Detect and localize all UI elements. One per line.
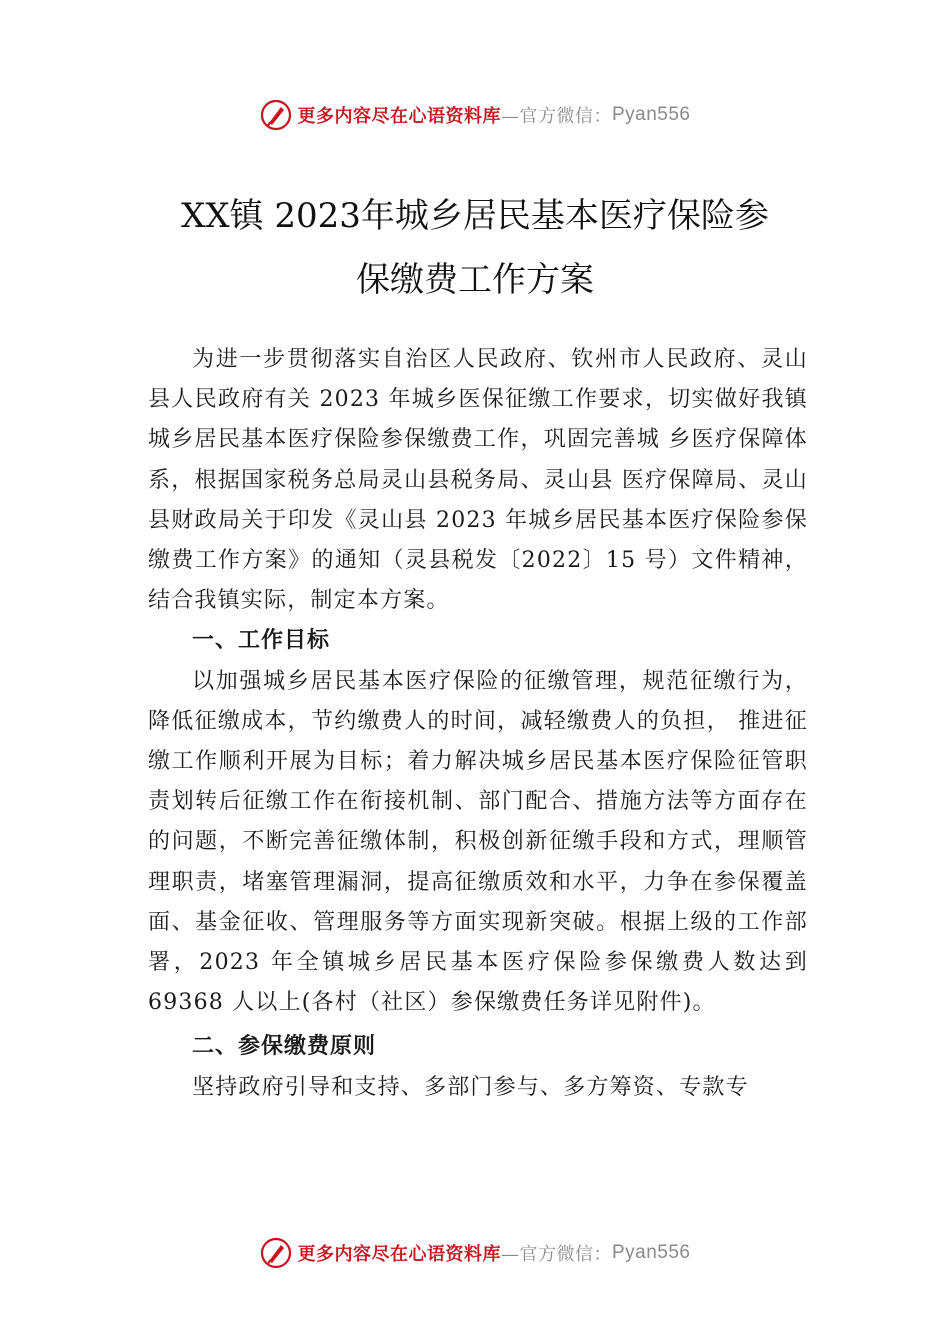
watermark-wechat-label: —官方微信：	[500, 106, 612, 127]
section-2-heading: 二、参保缴费原则	[192, 1034, 377, 1060]
quill-pen-logo-icon	[259, 98, 293, 132]
footer-watermark	[0, 1233, 950, 1273]
header-watermark	[0, 95, 950, 135]
watermark-wechat-label: —官方微信：	[500, 1244, 612, 1265]
document-body	[148, 340, 808, 1108]
watermark-wechat-id: Pyan556	[611, 104, 691, 125]
section-1-paragraph: 以加强城乡居民基本医疗保险的征缴管理，规范征缴行为，降低征缴成本，节约缴费人的时间，减轻缴费人的负担， 推进征缴工作顺利开展为目标；着力解决城乡居民基本医疗保险征管职责划转后征缴工作在衔接机制、部门配合、措施方法等方面存在的问题，不断完善征缴体制，积极创新征缴手段和方式，理顺管理职责，堵塞管理漏洞，提高征缴质效和水平，力争在参保覆盖面、基金征收、管理服务等方面实现新突破。根据上级的工作部署，2023 年全镇城乡居民基本医疗保险参保缴费人数达到 69368 人以上(各村（社区）参保缴费任务详见附件)。	[148, 668, 808, 1016]
intro-paragraph: 为进一步贯彻落实自治区人民政府、钦州市人民政府、灵山县人民政府有关 2023 年城乡医保征缴工作要求，切实做好我镇城乡居民基本医疗保险参保缴费工作，巩固完善城 乡医疗保障体系，根据国家税务总局灵山县税务局、灵山县 医疗保障局、灵山县财政局关于印发《灵山县 2023 年城乡居民基本医疗保险参保缴费工作方案》的通知（灵县税发〔2022〕15 号）文件精神，结合我镇实际，制定本方案。	[148, 347, 808, 614]
quill-pen-logo-icon	[259, 1236, 293, 1270]
document-title-line-1: XX镇 2023年城乡居民基本医疗保险参	[181, 196, 769, 236]
document-title-line-2: 保缴费工作方案	[356, 260, 594, 300]
section-2-paragraph: 坚持政府引导和支持、多部门参与、多方筹资、专款专	[192, 1074, 749, 1100]
section-1-heading: 一、工作目标	[192, 628, 331, 654]
watermark-wechat-id: Pyan556	[611, 1242, 691, 1263]
watermark-library-text: 更多内容尽在心语资料库	[297, 106, 501, 127]
watermark-library-text: 更多内容尽在心语资料库	[297, 1244, 501, 1265]
